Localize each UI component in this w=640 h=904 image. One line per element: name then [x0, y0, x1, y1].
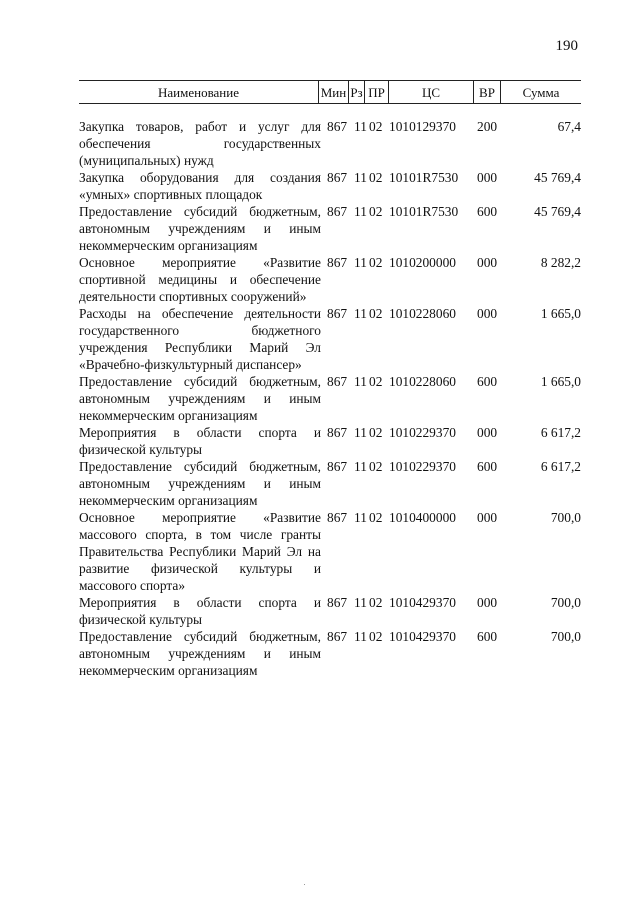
row-sum: 6 617,2 [540, 425, 581, 440]
table-row [79, 305, 581, 373]
row-name: Мероприятия в области спорта и физической культуры [79, 595, 321, 627]
row-min: 867 [327, 510, 348, 525]
table-row [79, 203, 581, 254]
row-name: Предоставление субсидий бюджетным, автономным учреждениям и иным некоммерческим организациям [79, 204, 321, 253]
row-sum: 45 769,4 [534, 204, 581, 219]
row-vr: 600 [477, 459, 498, 474]
row-name: Расходы на обеспечение деятельности государственного бюджетного учреждения Республики Марий Эл «Врачебно-физкультурный диспансер» [79, 306, 321, 372]
table-row [79, 169, 581, 203]
row-pr: 02 [369, 510, 383, 525]
row-vr: 600 [477, 374, 498, 389]
scan-speck [304, 884, 305, 885]
row-min: 867 [327, 374, 348, 389]
table-row [79, 254, 581, 305]
row-rz: 11 [354, 510, 367, 525]
table-body [79, 118, 581, 679]
row-sum: 700,0 [550, 629, 581, 644]
row-name: Предоставление субсидий бюджетным, автономным учреждениям и иным некоммерческим организациям [79, 629, 321, 678]
row-sum: 1 665,0 [540, 306, 581, 321]
row-cs: 1010429370 [389, 629, 456, 644]
header-min: Мин [319, 81, 349, 103]
row-min: 867 [327, 595, 348, 610]
row-rz: 11 [354, 255, 367, 270]
row-name: Предоставление субсидий бюджетным, автономным учреждениям и иным некоммерческим организациям [79, 374, 321, 423]
row-vr: 000 [477, 510, 498, 525]
row-min: 867 [327, 459, 348, 474]
row-sum: 700,0 [550, 595, 581, 610]
header-cs: ЦС [389, 81, 474, 103]
row-pr: 02 [369, 459, 383, 474]
row-cs: 1010429370 [389, 595, 456, 610]
row-pr: 02 [369, 595, 383, 610]
row-cs: 1010228060 [389, 374, 456, 389]
row-rz: 11 [354, 629, 367, 644]
row-rz: 11 [354, 459, 367, 474]
header-sum: Сумма [522, 84, 560, 100]
page-number: 190 [555, 38, 578, 54]
row-rz: 11 [354, 374, 367, 389]
row-vr: 000 [477, 306, 498, 321]
row-vr: 600 [477, 629, 498, 644]
header-name: Наименование [79, 81, 319, 103]
row-name: Основное мероприятие «Развитие массового спорта, в том числе гранты Правительства Республики Марий Эл на развитие физической культуры и массового спорта» [79, 510, 321, 593]
row-pr: 02 [369, 374, 383, 389]
row-min: 867 [327, 255, 348, 270]
row-name: Мероприятия в области спорта и физической культуры [79, 425, 321, 457]
row-cs: 1010229370 [389, 459, 456, 474]
table-row [79, 424, 581, 458]
row-sum: 1 665,0 [540, 374, 581, 389]
row-vr: 000 [477, 425, 498, 440]
row-sum: 45 769,4 [534, 170, 581, 185]
row-pr: 02 [369, 255, 383, 270]
row-cs: 10101R7530 [389, 170, 459, 185]
table-header [79, 80, 581, 104]
row-pr: 02 [369, 306, 383, 321]
row-rz: 11 [354, 425, 367, 440]
row-rz: 11 [354, 170, 367, 185]
row-pr: 02 [369, 629, 383, 644]
row-pr: 02 [369, 204, 383, 219]
row-name: Основное мероприятие «Развитие спортивной медицины и обеспечение деятельности спортивных сооружений» [79, 255, 321, 304]
row-min: 867 [327, 306, 348, 321]
row-sum: 8 282,2 [540, 255, 581, 270]
row-sum: 67,4 [557, 119, 581, 134]
row-vr: 200 [477, 119, 498, 134]
row-sum: 6 617,2 [540, 459, 581, 474]
row-min: 867 [327, 204, 348, 219]
row-pr: 02 [369, 170, 383, 185]
header-rz: Рз [349, 81, 365, 103]
row-rz: 11 [354, 119, 367, 134]
row-name: Закупка оборудования для создания «умных» спортивных площадок [79, 170, 321, 202]
row-cs: 1010228060 [389, 306, 456, 321]
row-vr: 000 [477, 595, 498, 610]
row-min: 867 [327, 119, 348, 134]
row-min: 867 [327, 170, 348, 185]
header-pr: ПР [365, 81, 389, 103]
row-vr: 000 [477, 170, 498, 185]
row-rz: 11 [354, 306, 367, 321]
row-min: 867 [327, 425, 348, 440]
row-rz: 11 [354, 204, 367, 219]
row-name: Закупка товаров, работ и услуг для обеспечения государственных (муниципальных) нужд [79, 119, 321, 168]
table-row [79, 373, 581, 424]
table-row [79, 458, 581, 509]
table-row [79, 509, 581, 594]
row-cs: 1010129370 [389, 119, 456, 134]
row-cs: 1010200000 [389, 255, 456, 270]
row-cs: 1010229370 [389, 425, 456, 440]
row-cs: 1010400000 [389, 510, 456, 525]
header-vr: ВР [474, 81, 501, 103]
row-cs: 10101R7530 [389, 204, 459, 219]
row-name: Предоставление субсидий бюджетным, автономным учреждениям и иным некоммерческим организациям [79, 459, 321, 508]
table-row [79, 628, 581, 679]
row-vr: 000 [477, 255, 498, 270]
row-vr: 600 [477, 204, 498, 219]
row-pr: 02 [369, 425, 383, 440]
row-min: 867 [327, 629, 348, 644]
row-pr: 02 [369, 119, 383, 134]
row-sum: 700,0 [550, 510, 581, 525]
row-rz: 11 [354, 595, 367, 610]
table-row [79, 118, 581, 169]
table-row [79, 594, 581, 628]
